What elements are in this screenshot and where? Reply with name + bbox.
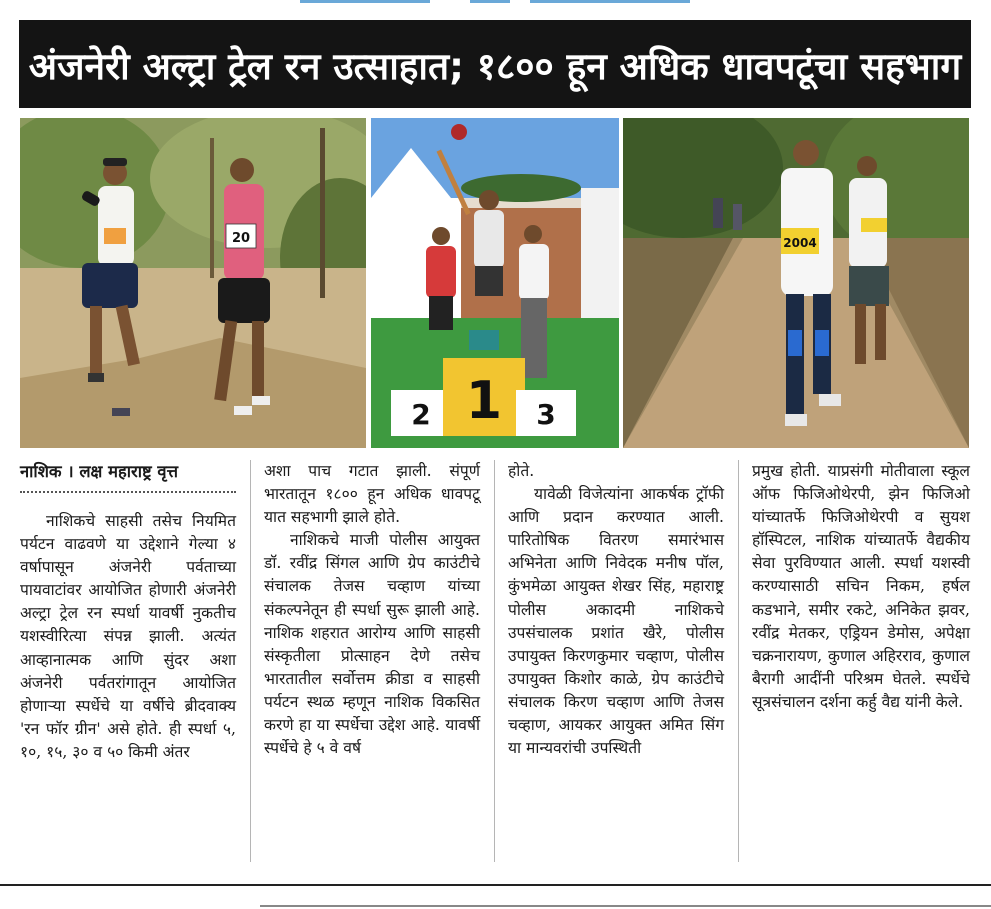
headline: अंजनेरी अल्ट्रा ट्रेल रन उत्साहात; १८०० हून अधिक धावपटूंचा सहभाग [19,20,971,108]
paragraph: नाशिकचे माजी पोलीस आयुक्त डॉ. रवींद्र सिंगल आणि ग्रेप काउंटीचे संचालक तेजस चव्हाण यांच्या संकल्पनेतून ही स्पर्धा सुरू झाली आहे. नाशिक शहरात आरोग्य आणि साहसी संस्कृतीला प्रोत्साहन देणे तसेच भारतातील सर्वोत्तम क्रीडा व साहसी पर्यटन स्थळ म्हणून नाशिक विकसित करणे हा या स्पर्धेचा उद्देश आहे. यावर्षी स्पर्धेचे हे ५ वे वर्ष [264,531,480,758]
column-divider [494,460,495,862]
paragraph: प्रमुख होती. याप्रसंगी मोतीवाला स्कूल ऑफ फिजिओथेरपी, झेन फिजिओ यांच्यातर्फे फिजिओथेरपी व सुयश हॉस्पिटल, नाशिक यांच्यातर्फे वैद्यकीय सेवा पुरविण्यात आली. स्पर्धा यशस्वी करण्यासाठी सचिन निकम, हर्षल कडभाने, समीर रकटे, अनिकेत झवर, रवींद्र मेतकर, एड्रियन डेमोस, अपेक्षा चक्रनारायण, कुणाल अहिरराव, कुणाल बैरागी आदींनी परिश्रम घेतले. स्पर्धेचे सूत्रसंचालन दर्शना कर्हु वैद्य यांनी केले. [752,462,970,711]
paragraph: होते. [508,462,535,480]
photo-podium [371,118,619,448]
bib-number-20: 20 [231,231,251,246]
article-column-1 [20,510,236,764]
podium-first: 1 [465,371,503,431]
paragraph: अशा पाच गटात झाली. संपूर्ण भारतातून १८०० हून अधिक धावपटू यात सहभागी झाले होते. [264,462,480,527]
top-border [0,0,991,4]
article-column-3 [508,460,724,760]
paragraph: यावेळी विजेत्यांना आकर्षक ट्रॉफी आणि प्रदान करण्यात आली. पारितोषिक वितरण समारंभास अभिनेता आणि निवेदक मनीष पॉल, कुंभमेळा आयुक्त शेखर सिंह, महाराष्ट्र पोलीस अकादमी नाशिकचे उपसंचालक प्रशांत खैरे, पोलीस उपायुक्त किरणकुमार चव्हाण, पोलीस उपायुक्त किशोर काळे, ग्रेप काउंटीचे संचालक किरण चव्हाण आणि तेजस चव्हाण, आयकर आयुक्त अमित सिंग या मान्यवरांची उपस्थिती [508,485,724,758]
article-column-4 [752,460,970,714]
dateline: नाशिक । लक्ष महाराष्ट्र वृत्त [20,462,178,481]
bottom-border-secondary [260,905,991,907]
photo-woman-runner [623,118,969,448]
column-divider [250,460,251,862]
bib-number-2004: 2004 [783,236,817,250]
photo-trail-runners [20,118,366,448]
podium-second: 2 [411,398,431,431]
paragraph: नाशिकचे साहसी तसेच नियमित पर्यटन वाढवणे या उद्देशाने गेल्या ४ वर्षापासून अंजनेरी पर्वताच्या पायवाटांवर आयोजित होणारी अंजनेरी अल्ट्रा ट्रेल रन स्पर्धा यावर्षी नुकतीच यशस्वीरित्या संपन्न झाली. अत्यंत आव्हानात्मक आणि सुंदर अशा अंजनेरी पर्वतरांगातून आयोजित होणाऱ्या स्पर्धेचे या वर्षीचे ब्रीदवाक्य 'रन फॉर ग्रीन' असे होते. ही स्पर्धा ५, १०, १५, ३० व ५० किमी अंतर [20,512,236,761]
column-divider [738,460,739,862]
bottom-border [0,884,991,886]
dateline-divider [20,491,236,493]
article-column-2 [264,460,480,760]
podium-third: 3 [536,398,556,431]
